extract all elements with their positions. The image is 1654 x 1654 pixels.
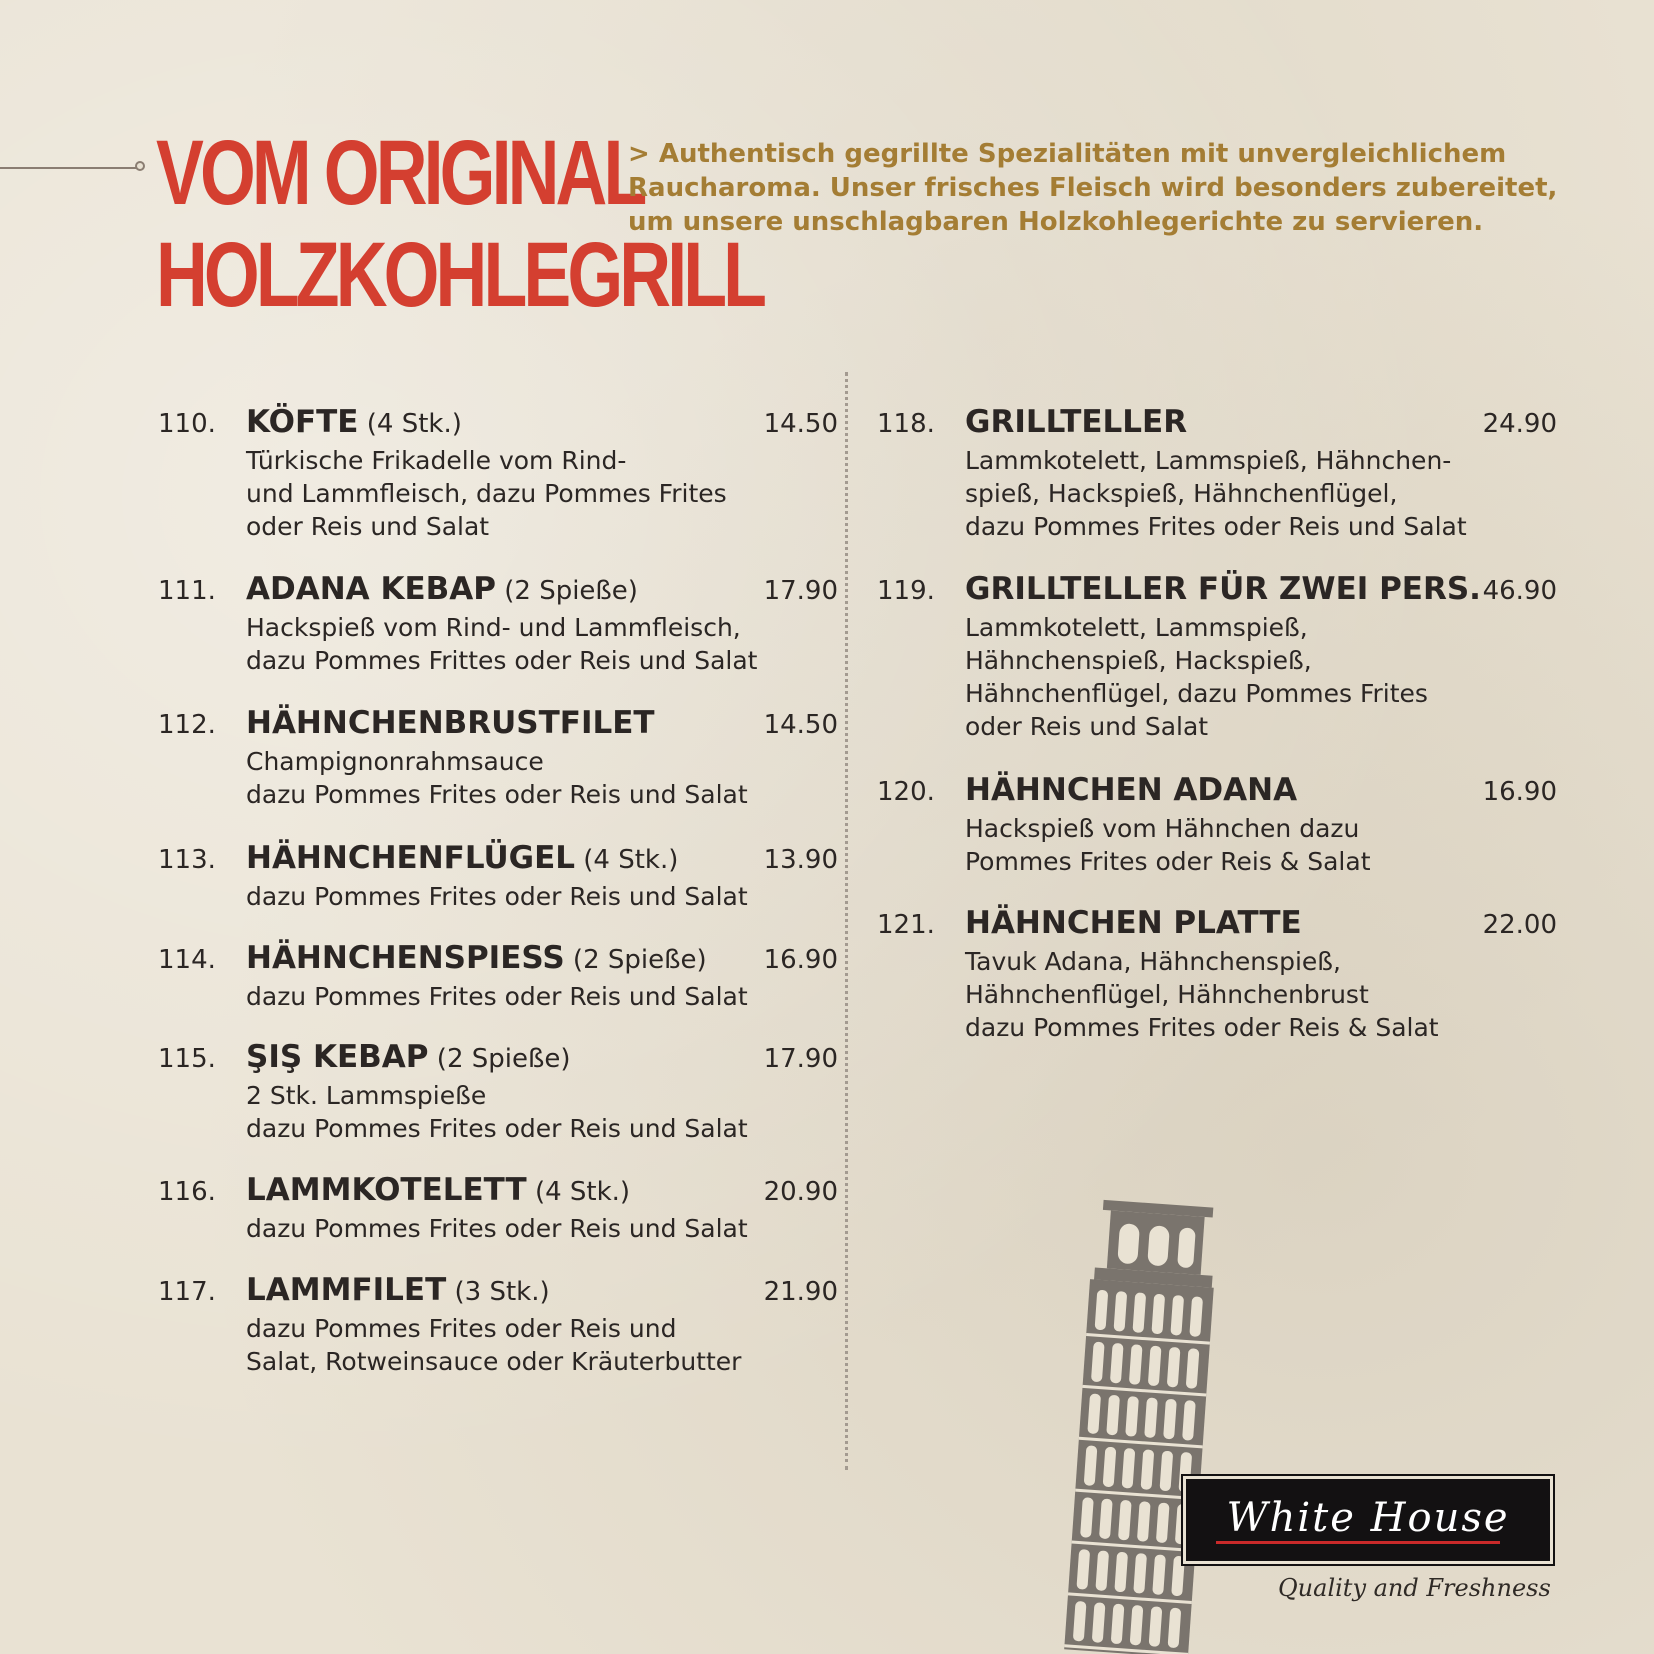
item-description (246, 1312, 838, 1378)
item-description-line: Hähnchenflügel, dazu Pommes Frites (965, 679, 1428, 708)
item-description-line: oder Reis und Salat (965, 712, 1209, 741)
item-description-line: Hähnchenspieß, Hackspieß, (965, 646, 1312, 675)
item-description-line: Tavuk Adana, Hähnchenspieß, (965, 947, 1341, 976)
item-description-line: Lammkotelett, Lammspieß, (965, 613, 1308, 642)
item-name: LAMMFILET (246, 1272, 447, 1308)
menu-item (877, 770, 1557, 878)
item-description-line: dazu Pommes Frittes oder Reis und Salat (246, 646, 758, 675)
menu-item (877, 402, 1557, 543)
item-name: ADANA KEBAP (246, 571, 496, 607)
item-price: 17.90 (763, 1044, 838, 1074)
item-description (246, 444, 838, 543)
item-description-line: spieß, Hackspieß, Hähnchenflügel, (965, 479, 1398, 508)
title-connector-dot (135, 161, 145, 171)
menu-item (158, 569, 838, 677)
menu-item (877, 569, 1557, 743)
item-number: 113. (158, 845, 216, 875)
item-description (246, 611, 838, 677)
item-description-line: dazu Pommes Frites oder Reis und Salat (246, 780, 748, 809)
item-description-line: Champignonrahmsauce (246, 747, 544, 776)
item-description-line: dazu Pommes Frites oder Reis und Salat (246, 1214, 748, 1243)
menu-item (158, 838, 838, 913)
item-description-line: Hackspieß vom Hähnchen dazu (965, 814, 1360, 843)
item-heading (246, 1037, 838, 1079)
item-quantity: (4 Stk.) (575, 845, 679, 875)
item-quantity: (4 Stk.) (526, 1177, 631, 1207)
item-price: 14.50 (763, 710, 838, 740)
brand-logo-underline (1216, 1541, 1500, 1544)
item-name: HÄHNCHENSPIESS (246, 940, 565, 976)
item-description (965, 444, 1557, 543)
item-quantity: (4 Stk.) (358, 409, 462, 439)
item-quantity: (3 Stk.) (446, 1277, 550, 1307)
menu-item (158, 1037, 838, 1145)
item-number: 115. (158, 1044, 216, 1074)
page-title-line-1: VOM ORIGINAL (156, 122, 644, 224)
item-price: 16.90 (1482, 777, 1557, 807)
intro-line-1: > Authentisch gegrillte Spezialitäten mit unvergleichlichem (628, 139, 1507, 169)
item-name: HÄHNCHEN ADANA (965, 772, 1298, 808)
item-name: HÄHNCHENBRUSTFILET (246, 705, 655, 741)
item-description (246, 745, 838, 811)
menu-item (158, 703, 838, 811)
item-description-line: dazu Pommes Frites oder Reis und (246, 1314, 677, 1343)
item-name: GRILLTELLER (965, 404, 1188, 440)
menu-item (158, 402, 838, 543)
item-price: 17.90 (763, 576, 838, 606)
item-heading (246, 569, 838, 611)
menu-item (877, 903, 1557, 1044)
column-divider (845, 372, 848, 1470)
item-price: 24.90 (1482, 409, 1557, 439)
item-description-line: Lammkotelett, Lammspieß, Hähnchen- (965, 446, 1452, 475)
item-description-line: dazu Pommes Frites oder Reis und Salat (246, 982, 748, 1011)
item-description (246, 1079, 838, 1145)
item-description (965, 812, 1557, 878)
item-description-line: dazu Pommes Frites oder Reis & Salat (965, 1013, 1439, 1042)
item-description (965, 945, 1557, 1044)
item-description (246, 980, 838, 1013)
item-heading (246, 838, 838, 880)
item-price: 20.90 (763, 1177, 838, 1207)
leaning-tower-icon (1040, 1195, 1240, 1654)
intro-line-2: Raucharoma. Unser frisches Fleisch wird besonders zubereitet, (628, 173, 1558, 203)
brand-logo-text: White House (1226, 1495, 1510, 1541)
item-number: 110. (158, 409, 216, 439)
item-price: 16.90 (763, 945, 838, 975)
menu-item (158, 938, 838, 1013)
item-price: 46.90 (1482, 576, 1557, 606)
item-quantity: (2 Spieße) (495, 576, 638, 606)
item-description (965, 611, 1557, 743)
menu-item (158, 1170, 838, 1245)
item-heading (246, 1170, 838, 1212)
item-description-line: Hähnchenflügel, Hähnchenbrust (965, 980, 1369, 1009)
menu-item (158, 1270, 838, 1378)
item-description-line: oder Reis und Salat (246, 512, 490, 541)
item-heading (965, 903, 1557, 945)
item-number: 120. (877, 777, 935, 807)
item-description-line: und Lammfleisch, dazu Pommes Frites (246, 479, 727, 508)
item-name: ŞIŞ KEBAP (246, 1039, 429, 1075)
page-title-line-2: HOLZKOHLEGRILL (156, 224, 764, 326)
item-description-line: Salat, Rotweinsauce oder Kräuterbutter (246, 1347, 742, 1376)
item-description-line: dazu Pommes Frites oder Reis und Salat (246, 882, 748, 911)
item-name: HÄHNCHEN PLATTE (965, 905, 1302, 941)
brand-tagline: Quality and Freshness (1278, 1574, 1551, 1602)
item-number: 119. (877, 576, 935, 606)
item-description-line: dazu Pommes Frites oder Reis und Salat (965, 512, 1467, 541)
item-heading (965, 402, 1557, 444)
item-price: 13.90 (763, 845, 838, 875)
item-heading (246, 402, 838, 444)
item-number: 118. (877, 409, 935, 439)
item-description-line: Hackspieß vom Rind- und Lammfleisch, (246, 613, 741, 642)
item-number: 112. (158, 710, 216, 740)
item-name: KÖFTE (246, 404, 359, 440)
item-name: LAMMKOTELETT (246, 1172, 527, 1208)
item-heading (246, 938, 838, 980)
intro-text (628, 137, 1558, 239)
item-number: 121. (877, 910, 935, 940)
item-description-line: Türkische Frikadelle vom Rind- (246, 446, 627, 475)
item-heading (965, 770, 1557, 812)
item-description-line: 2 Stk. Lammspieße (246, 1081, 487, 1110)
item-quantity: (2 Spieße) (564, 945, 707, 975)
item-price: 21.90 (763, 1277, 838, 1307)
item-number: 116. (158, 1177, 216, 1207)
item-heading (246, 703, 838, 745)
item-description (246, 880, 838, 913)
item-name: GRILLTELLER FÜR ZWEI PERS. (965, 571, 1481, 607)
title-connector-line (0, 167, 138, 169)
item-description (246, 1212, 838, 1245)
brand-logo (1186, 1479, 1550, 1561)
intro-line-3: um unsere unschlagbaren Holzkohlegerichte zu servieren. (628, 207, 1484, 237)
item-price: 22.00 (1482, 910, 1557, 940)
item-name: HÄHNCHENFLÜGEL (246, 840, 576, 876)
item-quantity: (2 Spieße) (428, 1044, 571, 1074)
item-heading (965, 569, 1557, 611)
item-price: 14.50 (763, 409, 838, 439)
item-description-line: dazu Pommes Frites oder Reis und Salat (246, 1114, 748, 1143)
item-number: 117. (158, 1277, 216, 1307)
item-heading (246, 1270, 838, 1312)
item-description-line: Pommes Frites oder Reis & Salat (965, 847, 1371, 876)
item-number: 114. (158, 945, 216, 975)
item-number: 111. (158, 576, 216, 606)
